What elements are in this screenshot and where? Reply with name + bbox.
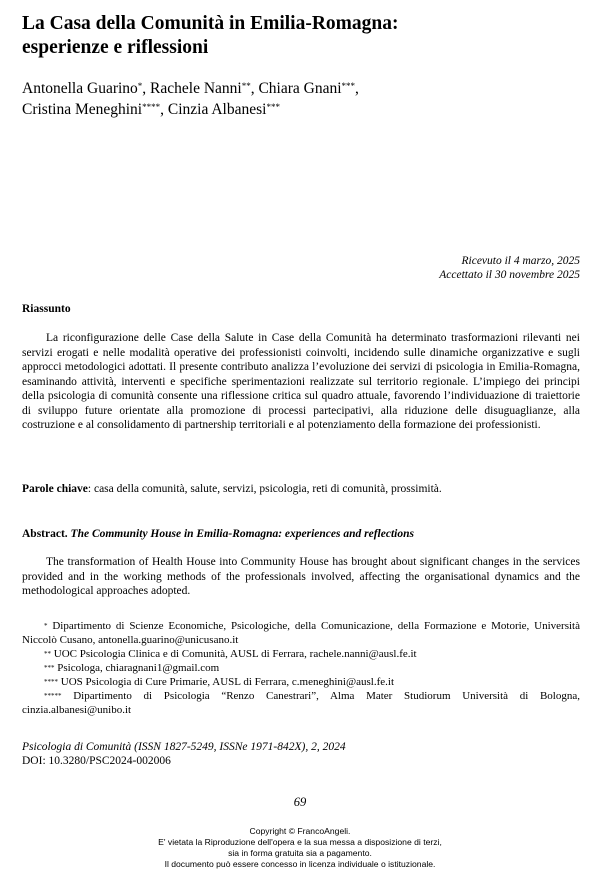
page-number: 69 (293, 795, 307, 809)
footnote-item (22, 647, 580, 661)
author-name: Chiara Gnani (258, 80, 342, 97)
riassunto-heading: Riassunto (22, 303, 71, 315)
footnote-text: UOS Psicologia di Cure Primarie, AUSL di Ferrara, c.meneghini@ausl.fe.it (58, 676, 394, 688)
abstract-title: The Community House in Emilia-Romagna: experiences and reflections (70, 528, 414, 540)
footnote-item (22, 619, 580, 647)
doi: DOI: 10.3280/PSC2024-002006 (22, 755, 171, 767)
author-affiliation-mark: *** (266, 102, 280, 112)
author-name: Cinzia Albanesi (167, 101, 267, 118)
footnote-item (22, 689, 580, 717)
keywords-label: Parole chiave (22, 483, 88, 495)
copyright-line: Copyright © FrancoAngeli. (249, 826, 351, 836)
footnote-mark: * (44, 622, 48, 630)
author-separator: , (355, 80, 359, 97)
copyright-line: sia in forma gratuita sia a pagamento. (228, 848, 372, 858)
abstract-heading (22, 527, 580, 542)
author-separator: , (142, 80, 151, 97)
author-separator: , (250, 80, 259, 97)
footnotes (22, 619, 580, 717)
copyright-line: Il documento può essere concesso in licenza individuale o istituzionale. (164, 859, 436, 869)
author-affiliation-mark: ** (241, 81, 251, 91)
author-list (22, 78, 582, 120)
footnote-item (22, 675, 580, 689)
footnote-mark: ** (44, 650, 51, 658)
footnote-text: Dipartimento di Scienze Economiche, Psicologiche, della Comunicazione, della Formazione e Motorie, Università Niccolò Cusano, antonella.guarino@unicusano.it (22, 620, 580, 646)
abstract-label: Abstract. (22, 528, 68, 540)
journal-citation: Psicologia di Comunità (ISSN 1827-5249, ISSNe 1971-842X), 2, 2024 (22, 741, 346, 753)
copyright-notice (0, 826, 600, 870)
footnote-mark: **** (44, 678, 58, 686)
author-name: Rachele Nanni (150, 80, 242, 97)
copyright-line: E' vietata la Riproduzione dell'opera e la sua messa a disposizione di terzi, (158, 837, 442, 847)
author-affiliation-mark: * (137, 81, 143, 91)
author-separator: , (160, 101, 168, 118)
received-date: Ricevuto il 4 marzo, 2025 (461, 255, 580, 267)
title-line-2: esperienze e riflessioni (22, 37, 209, 58)
abstract-text: The transformation of Health House into Community House has brought about significant changes in the services provided and in the working methods of the professionals involved, affecting the organisational dynamics and the methodological approaches adopted. (22, 556, 580, 597)
author-name: Cristina Meneghini (22, 101, 143, 118)
journal-info (22, 740, 346, 768)
footnote-item (22, 661, 580, 675)
footnote-text: Psicologa, chiaragnani1@gmail.com (54, 662, 220, 674)
riassunto-text: La riconfigurazione delle Case della Salute in Case della Comunità ha determinato trasformazioni rilevanti nei servizi erogati e nelle modalità operative dei professionisti coinvolti, incidendo sulle dinamiche organizzative e sugli approcci metodologici adottati. Il presente contributo analizza l’evoluzione dei servizi di psicologia in Emilia-Romagna, esaminando attività, interventi e specifiche sperimentazioni realizzate sul territorio regionale. L’impiego dei principi della psicologia di comunità consente una riflessione critica sul quadro attuale, favorendo l’individuazione di traiettorie di sviluppo future orientate alla promozione di processi partecipativi, alla riduzione delle disuguaglianze, alla costruzione e al consolidamento di partnership territoriali e al potenziamento della formazione dei professionisti. (22, 332, 580, 431)
author-affiliation-mark: *** (341, 81, 356, 91)
footnote-mark: *** (44, 664, 55, 672)
author-name: Antonella Guarino (22, 80, 138, 97)
footnote-mark: ***** (44, 692, 62, 700)
author-affiliation-mark: **** (142, 102, 161, 112)
footnote-text: Dipartimento di Psicologia “Renzo Canestrari”, Alma Mater Studiorum Università di Bologna, cinzia.albanesi@unibo.it (22, 690, 580, 716)
keywords-text: : casa della comunità, salute, servizi, psicologia, reti di comunità, prossimità. (87, 483, 442, 495)
accepted-date: Accettato il 30 novembre 2025 (439, 269, 580, 281)
title-line-1: La Casa della Comunità in Emilia-Romagna: (22, 13, 399, 34)
footnote-text: UOC Psicologia Clinica e di Comunità, AUSL di Ferrara, rachele.nanni@ausl.fe.it (51, 648, 417, 660)
article-title (22, 12, 582, 60)
submission-dates (439, 254, 580, 282)
keywords (22, 482, 580, 497)
